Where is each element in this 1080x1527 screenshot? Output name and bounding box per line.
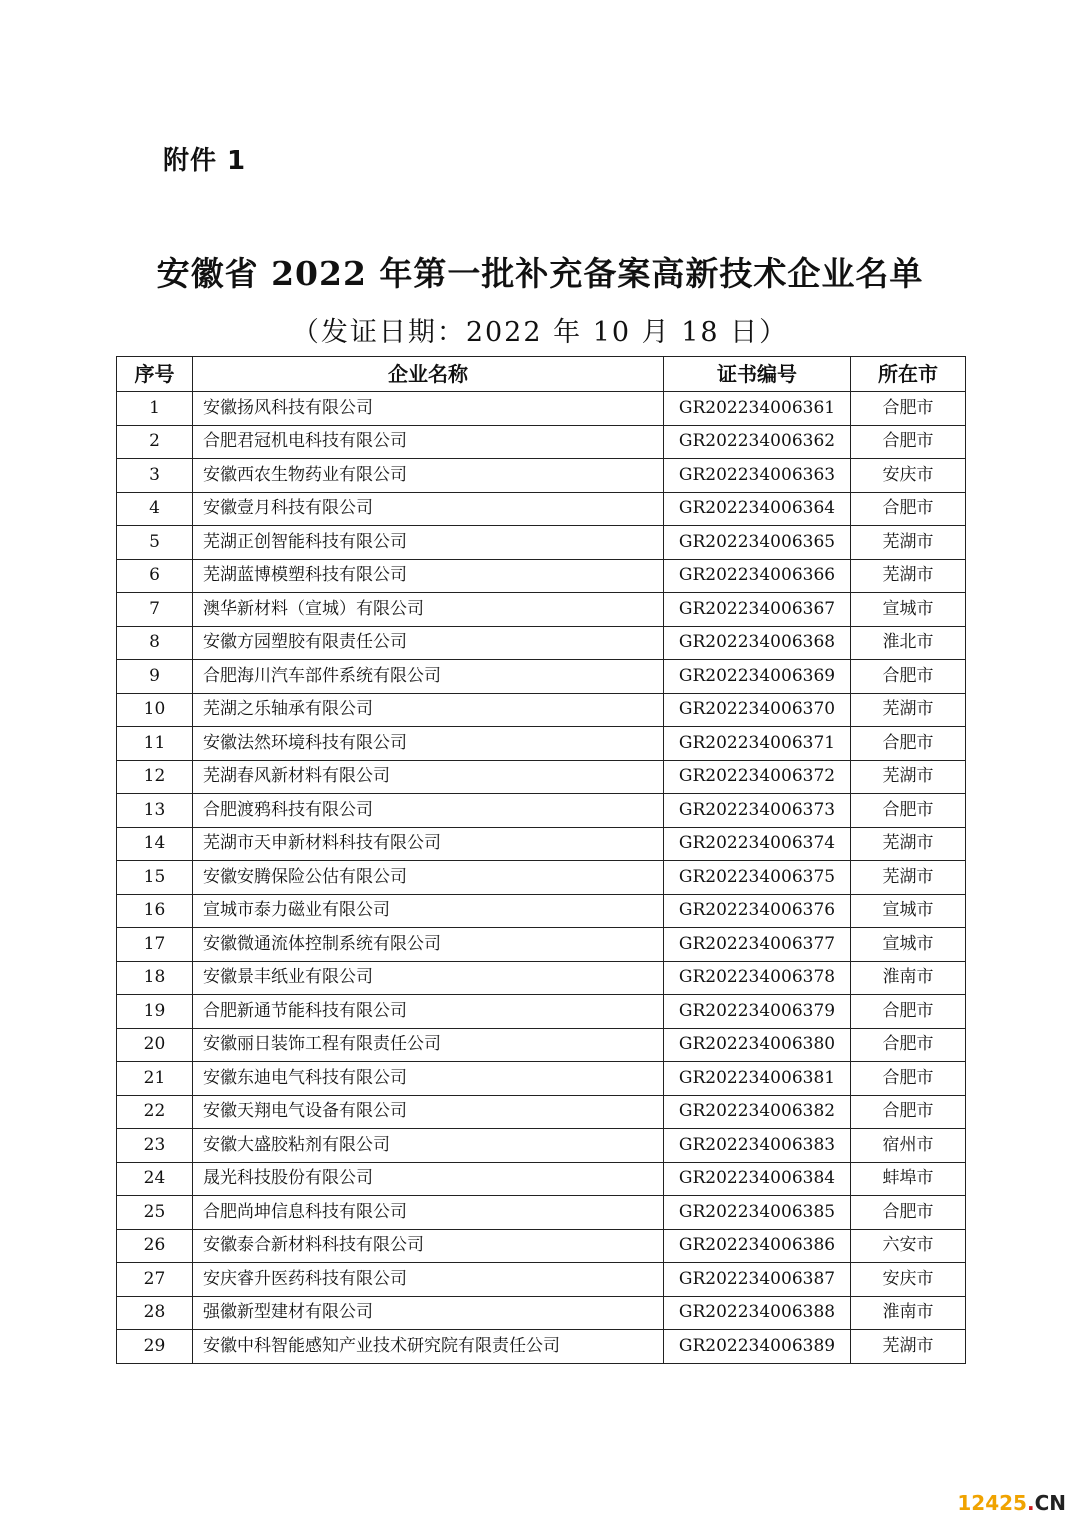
cell-city: 宣城市 xyxy=(851,894,966,928)
cell-cert-number: GR202234006365 xyxy=(664,526,851,560)
cell-company-name: 合肥新通节能科技有限公司 xyxy=(193,995,664,1029)
cell-company-name: 安徽东迪电气科技有限公司 xyxy=(193,1062,664,1096)
cell-company-name: 安徽天翔电气设备有限公司 xyxy=(193,1095,664,1129)
cell-city: 蚌埠市 xyxy=(851,1162,966,1196)
cell-no: 13 xyxy=(117,794,193,828)
cell-cert-number: GR202234006362 xyxy=(664,425,851,459)
cell-city: 合肥市 xyxy=(851,1196,966,1230)
cell-no: 16 xyxy=(117,894,193,928)
header-city: 所在市 xyxy=(851,357,966,392)
cell-no: 22 xyxy=(117,1095,193,1129)
cell-cert-number: GR202234006375 xyxy=(664,861,851,895)
cell-company-name: 芜湖蓝博模塑科技有限公司 xyxy=(193,559,664,593)
cell-cert-number: GR202234006372 xyxy=(664,760,851,794)
table-body xyxy=(117,392,966,1364)
table-row xyxy=(117,894,966,928)
cell-cert-number: GR202234006367 xyxy=(664,593,851,627)
cell-cert-number: GR202234006382 xyxy=(664,1095,851,1129)
table-row xyxy=(117,526,966,560)
cell-company-name: 晟光科技股份有限公司 xyxy=(193,1162,664,1196)
table-row xyxy=(117,794,966,828)
cell-city: 合肥市 xyxy=(851,1028,966,1062)
cell-company-name: 芜湖正创智能科技有限公司 xyxy=(193,526,664,560)
cell-city: 合肥市 xyxy=(851,1062,966,1096)
table-row xyxy=(117,626,966,660)
cell-no: 23 xyxy=(117,1129,193,1163)
cell-company-name: 澳华新材料（宣城）有限公司 xyxy=(193,593,664,627)
table-row xyxy=(117,693,966,727)
cell-cert-number: GR202234006373 xyxy=(664,794,851,828)
cell-cert-number: GR202234006369 xyxy=(664,660,851,694)
table-row xyxy=(117,660,966,694)
table-row xyxy=(117,1028,966,1062)
cell-cert-number: GR202234006381 xyxy=(664,1062,851,1096)
table-row xyxy=(117,559,966,593)
table-row xyxy=(117,827,966,861)
cell-company-name: 合肥渡鸦科技有限公司 xyxy=(193,794,664,828)
table-row xyxy=(117,995,966,1029)
cell-city: 宣城市 xyxy=(851,928,966,962)
cell-city: 合肥市 xyxy=(851,1095,966,1129)
cell-no: 26 xyxy=(117,1229,193,1263)
table-row xyxy=(117,425,966,459)
cell-cert-number: GR202234006370 xyxy=(664,693,851,727)
cell-no: 29 xyxy=(117,1330,193,1364)
cell-company-name: 安徽西农生物药业有限公司 xyxy=(193,459,664,493)
table-row xyxy=(117,593,966,627)
table-row xyxy=(117,1330,966,1364)
cell-cert-number: GR202234006376 xyxy=(664,894,851,928)
issue-date-subtitle: （发证日期：2022 年 10 月 18 日） xyxy=(291,317,789,348)
cell-cert-number: GR202234006364 xyxy=(664,492,851,526)
cell-company-name: 安徽壹月科技有限公司 xyxy=(193,492,664,526)
cell-city: 六安市 xyxy=(851,1229,966,1263)
cell-company-name: 芜湖市天申新材料科技有限公司 xyxy=(193,827,664,861)
table-row xyxy=(117,1095,966,1129)
cell-company-name: 合肥海川汽车部件系统有限公司 xyxy=(193,660,664,694)
cell-city: 芜湖市 xyxy=(851,526,966,560)
cell-no: 28 xyxy=(117,1296,193,1330)
cell-company-name: 合肥君冠机电科技有限公司 xyxy=(193,425,664,459)
cell-city: 淮南市 xyxy=(851,1296,966,1330)
header-name: 企业名称 xyxy=(193,357,664,392)
cell-company-name: 安徽丽日装饰工程有限责任公司 xyxy=(193,1028,664,1062)
cell-no: 24 xyxy=(117,1162,193,1196)
cell-city: 芜湖市 xyxy=(851,559,966,593)
cell-no: 19 xyxy=(117,995,193,1029)
cell-cert-number: GR202234006389 xyxy=(664,1330,851,1364)
cell-no: 6 xyxy=(117,559,193,593)
table-row xyxy=(117,1263,966,1297)
cell-company-name: 安徽法然环境科技有限公司 xyxy=(193,727,664,761)
document-title: 安徽省 2022 年第一批补充备案高新技术企业名单 xyxy=(156,254,924,293)
cell-no: 21 xyxy=(117,1062,193,1096)
cell-no: 15 xyxy=(117,861,193,895)
cell-company-name: 安庆睿升医药科技有限公司 xyxy=(193,1263,664,1297)
cell-cert-number: GR202234006377 xyxy=(664,928,851,962)
cell-no: 20 xyxy=(117,1028,193,1062)
cell-no: 5 xyxy=(117,526,193,560)
cell-company-name: 安徽大盛胶粘剂有限公司 xyxy=(193,1129,664,1163)
cell-no: 11 xyxy=(117,727,193,761)
table-header-row xyxy=(117,357,966,392)
cell-company-name: 安徽中科智能感知产业技术研究院有限责任公司 xyxy=(193,1330,664,1364)
attachment-label: 附件 1 xyxy=(163,146,247,176)
cell-city: 合肥市 xyxy=(851,794,966,828)
header-no: 序号 xyxy=(117,357,193,392)
cell-cert-number: GR202234006374 xyxy=(664,827,851,861)
cell-city: 合肥市 xyxy=(851,995,966,1029)
cell-city: 合肥市 xyxy=(851,727,966,761)
cell-city: 芜湖市 xyxy=(851,693,966,727)
cell-city: 芜湖市 xyxy=(851,1330,966,1364)
cell-city: 淮南市 xyxy=(851,961,966,995)
cell-no: 3 xyxy=(117,459,193,493)
cell-no: 8 xyxy=(117,626,193,660)
watermark-digits: 12425 xyxy=(957,1491,1027,1515)
table-row xyxy=(117,727,966,761)
cell-city: 芜湖市 xyxy=(851,827,966,861)
cell-company-name: 安徽方园塑胶有限责任公司 xyxy=(193,626,664,660)
cell-cert-number: GR202234006380 xyxy=(664,1028,851,1062)
cell-cert-number: GR202234006388 xyxy=(664,1296,851,1330)
table-row xyxy=(117,961,966,995)
cell-no: 27 xyxy=(117,1263,193,1297)
cell-cert-number: GR202234006379 xyxy=(664,995,851,1029)
table-row xyxy=(117,1062,966,1096)
site-watermark xyxy=(957,1491,1066,1515)
cell-no: 25 xyxy=(117,1196,193,1230)
cell-company-name: 芜湖春风新材料有限公司 xyxy=(193,760,664,794)
table-row xyxy=(117,1229,966,1263)
cell-city: 合肥市 xyxy=(851,425,966,459)
table-row xyxy=(117,1129,966,1163)
enterprise-table xyxy=(116,356,966,1364)
cell-company-name: 安徽扬风科技有限公司 xyxy=(193,392,664,426)
cell-city: 合肥市 xyxy=(851,660,966,694)
table-row xyxy=(117,392,966,426)
table-row xyxy=(117,760,966,794)
cell-company-name: 宣城市泰力磁业有限公司 xyxy=(193,894,664,928)
table-row xyxy=(117,492,966,526)
table-row xyxy=(117,861,966,895)
cell-no: 9 xyxy=(117,660,193,694)
cell-cert-number: GR202234006368 xyxy=(664,626,851,660)
cell-city: 合肥市 xyxy=(851,392,966,426)
cell-company-name: 强徽新型建材有限公司 xyxy=(193,1296,664,1330)
cell-company-name: 安徽泰合新材料科技有限公司 xyxy=(193,1229,664,1263)
cell-no: 10 xyxy=(117,693,193,727)
watermark-cn: CN xyxy=(1034,1491,1066,1515)
cell-cert-number: GR202234006371 xyxy=(664,727,851,761)
cell-city: 安庆市 xyxy=(851,1263,966,1297)
cell-cert-number: GR202234006385 xyxy=(664,1196,851,1230)
cell-city: 宣城市 xyxy=(851,593,966,627)
cell-company-name: 安徽微通流体控制系统有限公司 xyxy=(193,928,664,962)
cell-no: 7 xyxy=(117,593,193,627)
table-row xyxy=(117,1196,966,1230)
cell-company-name: 合肥尚坤信息科技有限公司 xyxy=(193,1196,664,1230)
cell-no: 14 xyxy=(117,827,193,861)
cell-city: 安庆市 xyxy=(851,459,966,493)
cell-no: 17 xyxy=(117,928,193,962)
cell-no: 4 xyxy=(117,492,193,526)
table-row xyxy=(117,1296,966,1330)
cell-city: 芜湖市 xyxy=(851,760,966,794)
cell-cert-number: GR202234006366 xyxy=(664,559,851,593)
header-cert: 证书编号 xyxy=(664,357,851,392)
cell-cert-number: GR202234006384 xyxy=(664,1162,851,1196)
cell-cert-number: GR202234006378 xyxy=(664,961,851,995)
cell-company-name: 安徽景丰纸业有限公司 xyxy=(193,961,664,995)
table-row xyxy=(117,1162,966,1196)
cell-city: 淮北市 xyxy=(851,626,966,660)
cell-city: 合肥市 xyxy=(851,492,966,526)
cell-city: 芜湖市 xyxy=(851,861,966,895)
watermark-dot: . xyxy=(1026,1491,1035,1515)
cell-no: 2 xyxy=(117,425,193,459)
cell-no: 18 xyxy=(117,961,193,995)
table-row xyxy=(117,459,966,493)
cell-no: 12 xyxy=(117,760,193,794)
cell-cert-number: GR202234006387 xyxy=(664,1263,851,1297)
cell-company-name: 芜湖之乐轴承有限公司 xyxy=(193,693,664,727)
cell-no: 1 xyxy=(117,392,193,426)
cell-cert-number: GR202234006383 xyxy=(664,1129,851,1163)
cell-city: 宿州市 xyxy=(851,1129,966,1163)
cell-cert-number: GR202234006361 xyxy=(664,392,851,426)
cell-cert-number: GR202234006386 xyxy=(664,1229,851,1263)
table-row xyxy=(117,928,966,962)
cell-company-name: 安徽安腾保险公估有限公司 xyxy=(193,861,664,895)
cell-cert-number: GR202234006363 xyxy=(664,459,851,493)
